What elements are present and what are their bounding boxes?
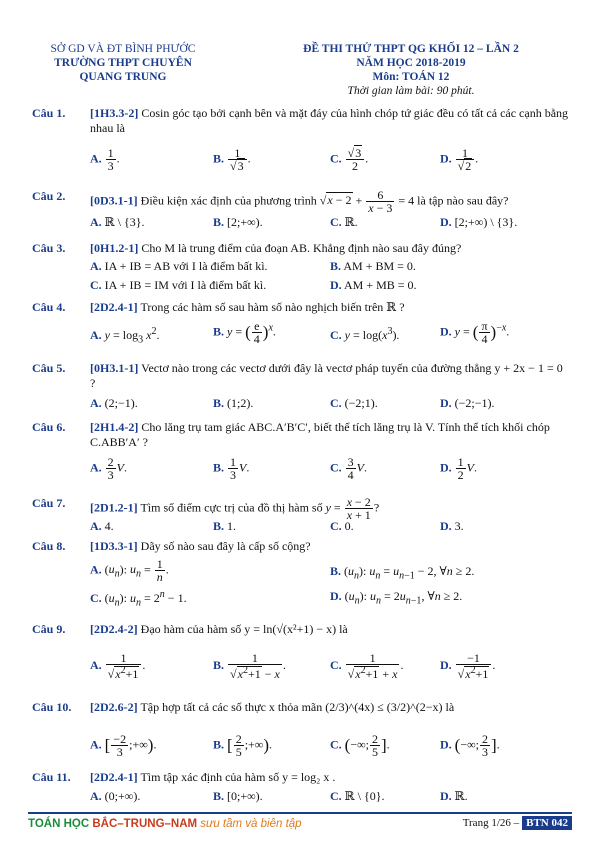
question-tail: là tập nào sau đây? bbox=[417, 193, 509, 208]
school-name-line2: QUANG TRUNG bbox=[79, 71, 167, 83]
question-text: Cho M là trung điểm của đoạn AB. Khẳng định nào sau đây đúng? bbox=[141, 241, 462, 255]
question-label: Câu 7. bbox=[32, 496, 66, 510]
question-code: [2D2.4-1] bbox=[90, 770, 138, 784]
option-4c: C. $y = \log(x^3)$. bbox=[330, 326, 400, 342]
option-2d: D. [2;+∞) \ {3}. bbox=[440, 215, 518, 229]
question-text: Điều kiện xác định của phương trình bbox=[140, 193, 317, 208]
question-label: Câu 6. bbox=[32, 420, 66, 434]
question-label: Câu 5. bbox=[32, 361, 66, 375]
question-code: [2D2.4-2] bbox=[90, 622, 138, 636]
question-label: Câu 3. bbox=[32, 241, 66, 255]
option-8c: C. $(u_n)$: $u_n = 2^n - 1$. bbox=[90, 589, 187, 609]
option-9b: B. $\frac{1}{√x^2+1 - x}$ . bbox=[213, 651, 286, 681]
question-code: [2D2.6-2] bbox=[90, 700, 138, 714]
question-code: [2D2.4-1] bbox=[90, 300, 138, 314]
doc-code-badge: BTN 042 bbox=[522, 816, 572, 830]
question-code: [1D3.3-1] bbox=[90, 539, 138, 553]
question-text: Tập hợp tất cả các số thực x thỏa mãn (2/3)^(4x) ≤ (3/2)^(2−x) là bbox=[140, 700, 455, 714]
option-6d: D. $\frac{1}{2}$ V. bbox=[440, 455, 478, 482]
option-1b: B. $\frac{1}{√3}$ . bbox=[213, 146, 251, 173]
question-text: Đạo hàm của hàm số y = ln(√(x²+1) − x) là bbox=[140, 622, 348, 636]
option-9d: D. $\frac{-1}{√x^2+1}$ . bbox=[440, 651, 496, 681]
option-10c: C. (−∞; $\frac{2}{5}$ ]. bbox=[330, 732, 390, 759]
question-text: Trong các hàm số sau hàm số nào nghịch biến trên ℝ ? bbox=[140, 300, 405, 314]
option-5a: A. (2;−1). bbox=[90, 396, 138, 410]
option-3a: A. IA + IB = AB với I là điểm bất kì. bbox=[90, 259, 268, 273]
option-3d: D. AM + MB = 0. bbox=[330, 278, 417, 292]
option-10a: A. [ $\frac{-2}{3}$ ;+∞). bbox=[90, 732, 157, 759]
footer-divider bbox=[28, 812, 572, 814]
page-number: Trang 1/26 – BTN 042 bbox=[463, 817, 572, 829]
footer-brand: TOÁN HỌC BẮC–TRUNG–NAM sưu tầm và biên tập bbox=[28, 818, 302, 830]
option-8d: D. $(u_n)$: $u_n = 2u_{n-1}$, ∀n ≥ 2. bbox=[330, 589, 463, 607]
question-text: Vectơ nào trong các vectơ dưới đây là vectơ pháp tuyến của đường thẳng y + 2x − 1 = 0 ? bbox=[90, 361, 563, 390]
option-8b: B. $(u_n)$: $u_n = u_{n-1} - 2$, ∀n ≥ 2. bbox=[330, 564, 475, 582]
option-4a: A. $y = \log_3 x^2$. bbox=[90, 326, 160, 346]
option-5b: B. (1;2). bbox=[213, 396, 254, 410]
option-7c: C. 0. bbox=[330, 519, 354, 533]
option-7d: D. 3. bbox=[440, 519, 464, 533]
option-6b: B. $\frac{1}{3}$ V. bbox=[213, 455, 250, 482]
option-1a: A. $\frac{1}{3}$ . bbox=[90, 146, 120, 173]
option-5d: D. (−2;−1). bbox=[440, 396, 495, 410]
question-code: [0H1.2-1] bbox=[90, 241, 139, 255]
option-10d: D. (−∞; $\frac{2}{3}$ ]. bbox=[440, 732, 500, 759]
question-label: Câu 11. bbox=[32, 770, 71, 784]
question-code: [2H1.4-2] bbox=[90, 420, 139, 434]
option-11a: A. (0;+∞). bbox=[90, 789, 141, 803]
question-label: Câu 10. bbox=[32, 700, 72, 714]
option-11c: C. ℝ \ {0}. bbox=[330, 789, 385, 803]
exam-title: ĐỀ THI THỬ THPT QG KHỐI 12 – LẦN 2 bbox=[303, 43, 519, 55]
option-9a: A. $\frac{1}{√x^2+1}$ . bbox=[90, 651, 146, 681]
option-5c: C. (−2;1). bbox=[330, 396, 378, 410]
school-name-line1: TRƯỜNG THPT CHUYÊN bbox=[54, 57, 192, 69]
option-8a: A. $(u_n)$: $u_n$ = $\frac{1}{n}$ . bbox=[90, 557, 169, 584]
option-9c: C. $\frac{1}{√x^2+1 + x}$ . bbox=[330, 651, 404, 681]
question-text: Cho lăng trụ tam giác ABC.A′B′C′, biết thể tích lăng trụ là V. Tính thể tích khối chóp C.ABB′A′ ? bbox=[90, 420, 550, 449]
question-label: Câu 1. bbox=[32, 106, 66, 120]
question-text: Dãy số nào sau đây là cấp số cộng? bbox=[140, 539, 311, 553]
question-code: [0D3.1-1] bbox=[90, 193, 138, 208]
exam-header bbox=[256, 42, 566, 98]
option-4d: D. y = ( $\frac{\pi}{4}$ )$^{-x}$. bbox=[440, 319, 510, 346]
option-7a: A. 4. bbox=[90, 519, 114, 533]
option-2b: B. [2;+∞). bbox=[213, 215, 263, 229]
option-7b: B. 1. bbox=[213, 519, 237, 533]
question-code: [2D1.2-1] bbox=[90, 500, 138, 515]
subject: Môn: TOÁN 12 bbox=[372, 71, 450, 83]
option-3c: C. IA + IB = IM với I là điểm bất kì. bbox=[90, 278, 267, 292]
option-6c: C. $\frac{3}{4}$ V. bbox=[330, 455, 368, 482]
question-label: Câu 2. bbox=[32, 189, 66, 203]
school-year: NĂM HỌC 2018-2019 bbox=[356, 57, 466, 69]
question-label: Câu 4. bbox=[32, 300, 66, 314]
question-text: Tìm số điểm cực trị của đồ thị hàm số bbox=[140, 500, 323, 515]
question-code: [0H3.1-1] bbox=[90, 361, 139, 375]
option-11b: B. [0;+∞). bbox=[213, 789, 263, 803]
option-4b: B. y = ( $\frac{e}{4}$ )$^x$. bbox=[213, 319, 276, 346]
option-3b: B. AM + BM = 0. bbox=[330, 259, 416, 273]
question-text: Tìm tập xác định của hàm số y = log₂ x . bbox=[140, 770, 336, 784]
option-6a: A. $\frac{2}{3}$ V. bbox=[90, 455, 128, 482]
question-label: Câu 8. bbox=[32, 539, 66, 553]
time-limit: Thời gian làm bài: 90 phút. bbox=[347, 85, 475, 97]
option-1d: D. $\frac{1}{√2}$ . bbox=[440, 146, 479, 173]
option-1c: C. $\frac{√3}{2}$ . bbox=[330, 146, 369, 173]
option-11d: D. ℝ. bbox=[440, 789, 468, 803]
dept-name: SỞ GD VÀ ĐT BÌNH PHƯỚC bbox=[50, 43, 196, 55]
option-2c: C. ℝ. bbox=[330, 215, 358, 229]
option-2a: A. ℝ \ {3}. bbox=[90, 215, 145, 229]
question-label: Câu 9. bbox=[32, 622, 66, 636]
school-header bbox=[18, 42, 228, 84]
question-code: [1H3.3-2] bbox=[90, 106, 139, 120]
option-10b: B. [ $\frac{2}{5}$ ;+∞). bbox=[213, 732, 273, 759]
question-text: Cosin góc tạo bởi cạnh bên và mặt đáy của hình chóp tứ giác đều có tất cả các cạnh bằng nhau là bbox=[90, 106, 569, 135]
